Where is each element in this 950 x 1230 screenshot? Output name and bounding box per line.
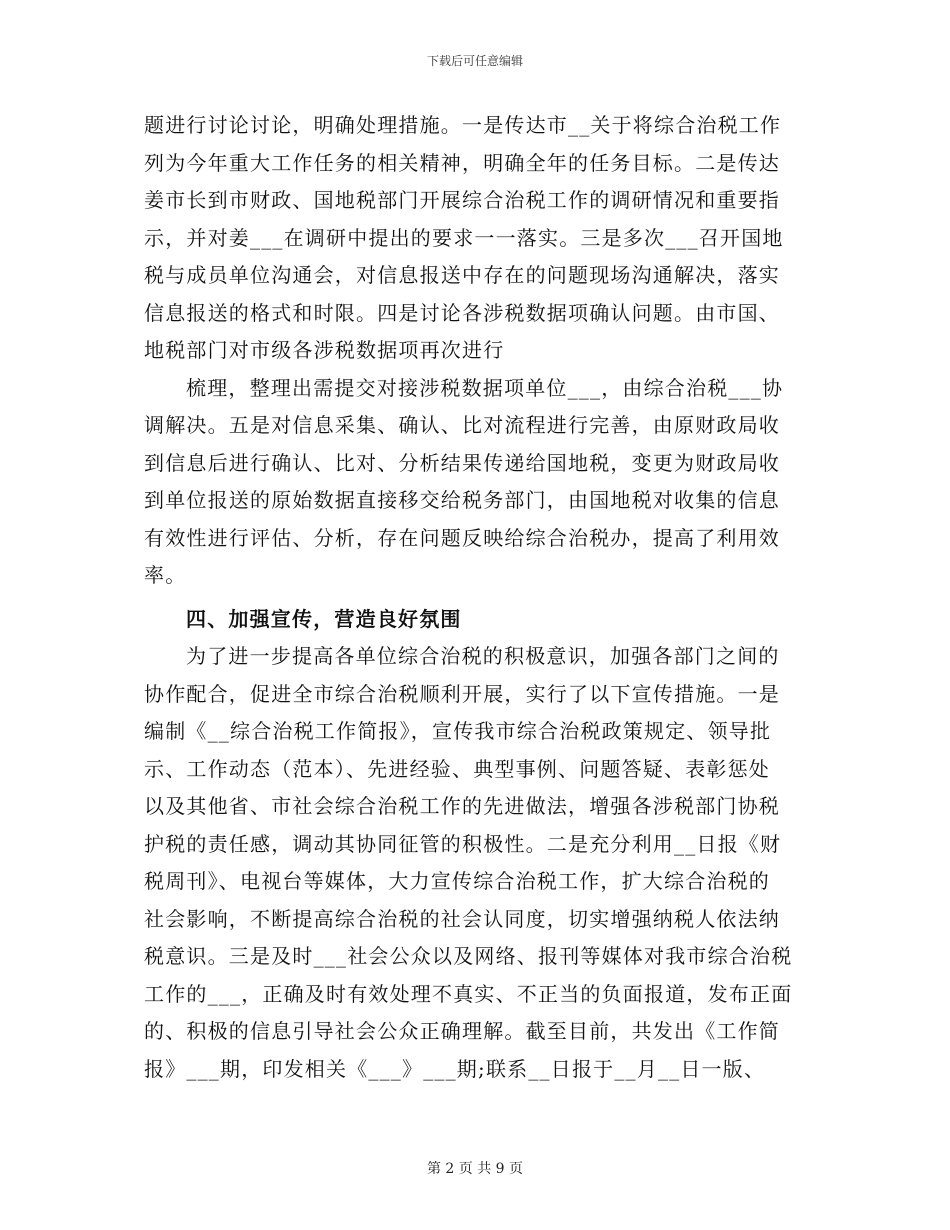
body-line: 编制《__综合治税工作简报》，宣传我市综合治税政策规定、领导批 (144, 719, 772, 743)
document-body (144, 107, 810, 1088)
body-line: 有效性进行评估、分析，存在问题反映给综合治税办，提高了利用效 (144, 525, 780, 550)
body-line: 协作配合，促进全市综合治税顺利开展，实行了以下宣传措施。一是 (144, 681, 780, 706)
paragraph-start-line: 为了进一步提高各单位综合治税的积极意识，加强各部门之间的 (186, 644, 780, 668)
page-footer: 第 2 页 共 9 页 (426, 1161, 524, 1177)
body-line: 示、工作动态（范本）、先进经验、典型事例、问题答疑、表彰惩处 (144, 756, 770, 781)
body-line: 以及其他省、市社会综合治税工作的先进做法，增强各涉税部门协税 (144, 794, 780, 818)
body-line: 率。 (144, 563, 187, 587)
body-line: 护税的责任感，调动其协同征管的积极性。二是充分利用__日报《财 (144, 831, 782, 856)
page-header: 下载后可任意编辑 (426, 54, 523, 68)
body-line: 工作的___，正确及时有效处理不真实、不正当的负面报道，发布正面 (144, 981, 793, 1006)
section-heading: 四、加强宣传，营造良好氛围 (186, 606, 462, 631)
body-line: 示，并对姜___在调研中提出的要求一一落实。三是多次___召开国地 (144, 225, 784, 250)
body-line: 税意识。三是及时___社会公众以及网络、报刊等媒体对我市综合治税 (144, 944, 793, 968)
body-line: 税与成员单位沟通会，对信息报送中存在的问题现场沟通解决，落实 (144, 263, 780, 287)
body-line: 到单位报送的原始数据直接移交给税务部门，由国地税对收集的信息 (144, 488, 780, 512)
paragraph-start-line: 梳理，整理出需提交对接涉税数据项单位___，由综合治税___协 (186, 375, 784, 400)
body-line: 信息报送的格式和时限。四是讨论各涉税数据项确认问题。由市国、 (144, 300, 780, 325)
body-line: 税周刊》、电视台等媒体，大力宣传综合治税工作，扩大综合治税的 (144, 869, 770, 893)
body-line: 调解决。五是对信息采集、确认、比对流程进行完善，由原财政局收 (144, 413, 780, 437)
body-line: 报》___期，印发相关《___》___期;联系__日报于__月__日一版、 (144, 1056, 766, 1081)
body-line: 姜市长到市财政、国地税部门开展综合治税工作的调研情况和重要指 (144, 188, 780, 212)
body-line: 的、积极的信息引导社会公众正确理解。截至目前，共发出《工作简 (144, 1019, 780, 1043)
body-line: 列为今年重大工作任务的相关精神，明确全年的任务目标。二是传达 (144, 150, 780, 175)
body-line: 社会影响，不断提高综合治税的社会认同度，切实增强纳税人依法纳 (144, 906, 780, 931)
body-line: 地税部门对市级各涉税数据项再次进行 (144, 338, 505, 362)
body-line: 到信息后进行确认、比对、分析结果传递给国地税，变更为财政局收 (144, 450, 780, 475)
body-line: 题进行讨论讨论，明确处理措施。一是传达市__关于将综合治税工作 (144, 113, 782, 137)
